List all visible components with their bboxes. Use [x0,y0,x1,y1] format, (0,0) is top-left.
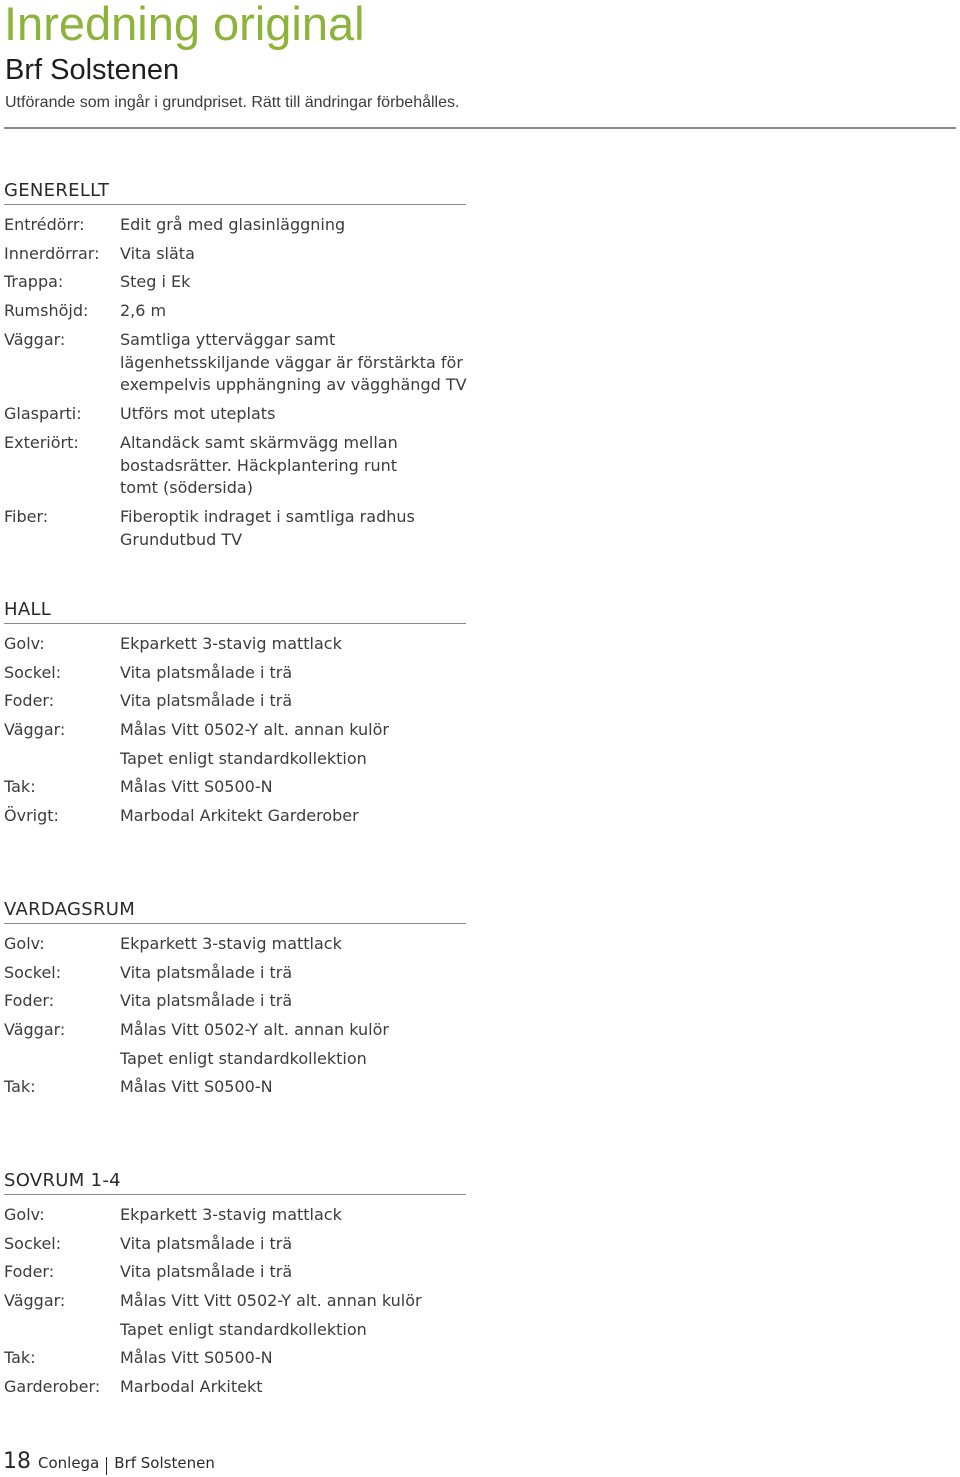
spec-value [120,271,466,294]
spec-label: Exteriört: [4,432,79,452]
spec-row [4,933,466,956]
spec-value-line: Tapet enligt standardkollektion [120,1048,367,1068]
spec-row [4,633,466,656]
spec-value [120,300,466,323]
spec-value-line: Målas Vitt 0502-Y alt. annan kulör [120,720,389,740]
spec-value [120,243,466,266]
spec-row [4,805,466,828]
spec-row [4,271,466,294]
spec-row [4,1048,466,1071]
section-heading: HALL [4,598,466,624]
spec-value-line: Ekparkett 3-stavig mattlack [120,634,342,653]
spec-value [120,1347,466,1370]
spec-row [4,243,466,266]
page-footer [3,1449,215,1477]
spec-value-line: Marbodal Arkitekt Garderober [120,806,359,826]
spec-value [120,432,466,500]
spec-label: Sockel: [4,662,62,682]
spec-value-line: Marbodal Arkitekt [120,1377,263,1397]
spec-label: Fiber: [4,507,49,526]
spec-value [120,1076,466,1099]
spec-label: Väggar: [4,1291,66,1311]
spec-value [120,1290,466,1313]
spec-value [120,214,466,237]
spec-row [4,214,466,237]
spec-value [120,1376,466,1399]
spec-value [120,633,466,656]
spec-value-line: Vita släta [120,243,195,263]
spec-value-line: Fiberoptik indraget i samtliga radhus [120,507,415,526]
spec-label: Väggar: [4,720,66,740]
spec-row [4,690,466,713]
spec-value-line: Vita platsmålade i trä [120,991,293,1011]
section-heading: SOVRUM 1-4 [4,1169,466,1195]
header-divider [4,127,956,129]
spec-label: Tak: [4,1077,36,1097]
spec-row [4,1347,466,1370]
spec-row [4,1290,466,1313]
spec-value [120,329,467,397]
spec-value-line: tomt (södersida) [120,478,253,498]
project-name: Brf Solstenen [5,54,180,86]
spec-row [4,300,466,323]
spec-row [4,403,466,426]
spec-row [4,1076,466,1099]
page-title: Inredning original [4,0,365,50]
spec-label: Väggar: [4,1020,66,1040]
spec-label: Foder: [4,1262,55,1282]
page-number: 18 [3,1449,31,1474]
spec-row [4,1376,466,1399]
spec-row [4,329,466,397]
spec-rows [4,1204,466,1399]
spec-value [120,990,466,1013]
spec-rows [4,633,466,828]
spec-value-line: bostadsrätter. Häckplantering runt [120,455,398,475]
spec-value-line: Vita platsmålade i trä [120,1262,293,1282]
spec-value [120,1261,466,1284]
spec-label: Golv: [4,934,45,953]
section-heading: VARDAGSRUM [4,898,466,924]
spec-label: Sockel: [4,1233,62,1253]
spec-value [120,403,466,426]
spec-value [120,1019,466,1042]
spec-row [4,506,466,552]
spec-value-line: lägenhetsskiljande väggar är förstärkta för [120,352,463,372]
spec-value-line: Vita platsmålade i trä [120,691,293,711]
spec-value-line: Tapet enligt standardkollektion [120,1319,367,1339]
spec-value [120,748,466,771]
section-hall [4,598,466,834]
spec-label: Innerdörrar: [4,243,100,263]
spec-row [4,1204,466,1227]
spec-label: Golv: [4,1205,45,1224]
spec-value-line: Grundutbud TV [120,529,243,549]
spec-label: Övrigt: [4,806,59,826]
spec-rows [4,933,466,1099]
spec-value-line: Ekparkett 3-stavig mattlack [120,934,342,953]
spec-value [120,1048,466,1071]
disclaimer-note: Utförande som ingår i grundpriset. Rätt till ändringar förbehålles. [5,94,460,111]
spec-value-line: 2,6 m [120,301,167,321]
spec-label [4,1048,120,1071]
spec-label: Golv: [4,634,45,653]
spec-value [120,506,466,552]
section-vardagsrum [4,898,466,1105]
spec-row [4,662,466,685]
spec-value [120,962,466,985]
spec-row [4,990,466,1013]
section-heading: GENERELLT [4,179,466,205]
spec-label: Glasparti: [4,404,82,424]
spec-value [120,805,466,828]
spec-value-line: Samtliga ytterväggar samt [120,329,336,349]
spec-value-line: Målas Vitt Vitt 0502-Y alt. annan kulör [120,1291,422,1311]
spec-value-line: Tapet enligt standardkollektion [120,748,367,768]
spec-label [4,1319,120,1342]
spec-value [120,1233,466,1256]
spec-value-line: Ekparkett 3-stavig mattlack [120,1205,342,1224]
spec-value-line: Edit grå med glasinläggning [120,215,346,234]
spec-row [4,748,466,771]
spec-value [120,776,466,799]
spec-value-line: exempelvis upphängning av vägghängd TV [120,375,467,395]
spec-value [120,1204,466,1227]
spec-label [4,748,120,771]
spec-value-line: Altandäck samt skärmvägg mellan [120,432,398,452]
spec-value-line: Vita platsmålade i trä [120,1233,293,1253]
spec-row [4,962,466,985]
spec-value-line: Vita platsmålade i trä [120,662,293,682]
spec-row [4,432,466,500]
spec-label: Tak: [4,1348,36,1368]
spec-label: Garderober: [4,1377,101,1397]
spec-value-line: Målas Vitt 0502-Y alt. annan kulör [120,1020,389,1040]
section-sovrum-1-4 [4,1169,466,1405]
spec-row [4,1319,466,1342]
spec-label: Foder: [4,991,55,1011]
spec-value [120,933,466,956]
spec-label: Foder: [4,691,55,711]
spec-row [4,1233,466,1256]
spec-row [4,719,466,742]
spec-value-line: Målas Vitt S0500-N [120,1348,273,1368]
spec-value [120,1319,466,1342]
spec-value-line: Målas Vitt S0500-N [120,777,273,797]
spec-value-line: Steg i Ek [120,272,191,292]
spec-value [120,690,466,713]
spec-label: Sockel: [4,962,62,982]
spec-label: Trappa: [4,272,64,292]
footer-separator [106,1457,107,1475]
spec-row [4,1261,466,1284]
footer-project: Brf Solstenen [114,1454,215,1472]
spec-row [4,776,466,799]
spec-label: Entrédörr: [4,215,85,234]
spec-value [120,719,466,742]
spec-label: Tak: [4,777,36,797]
spec-value-line: Vita platsmålade i trä [120,962,293,982]
footer-company: Conlega [38,1454,100,1472]
section-generellt [4,179,466,557]
spec-row [4,1019,466,1042]
spec-value [120,662,466,685]
spec-label: Rumshöjd: [4,301,89,321]
spec-value-line: Utförs mot uteplats [120,404,276,424]
spec-rows [4,214,466,552]
spec-value-line: Målas Vitt S0500-N [120,1077,273,1097]
spec-label: Väggar: [4,329,66,349]
